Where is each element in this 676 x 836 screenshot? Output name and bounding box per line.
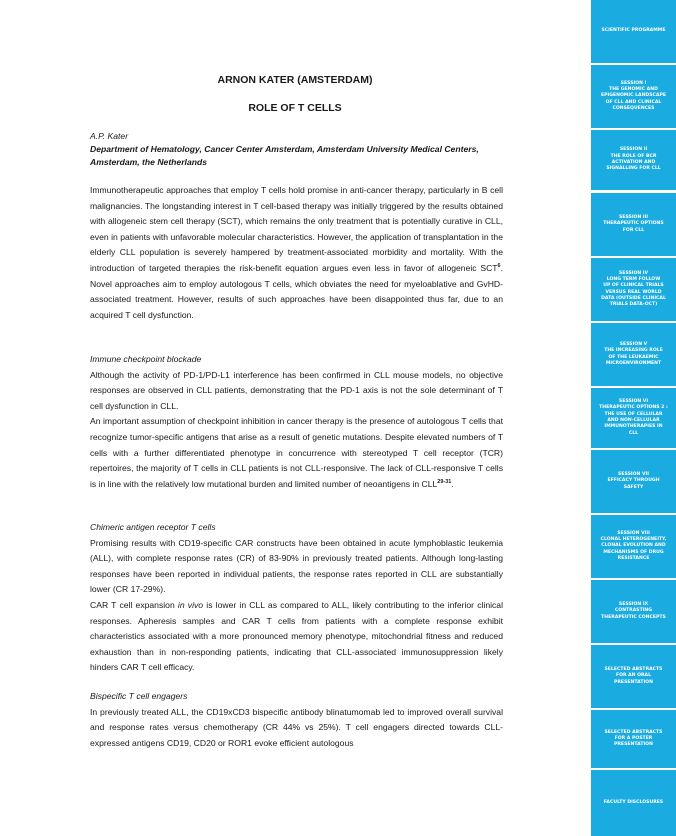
nav-label-line: THE GENOMIC AND <box>609 87 658 93</box>
nav-selected-abstracts-poster[interactable] <box>591 710 676 768</box>
reference-6: 6 <box>497 263 501 270</box>
nav-label-line: DATA (OUTSIDE CLINICAL <box>601 295 666 301</box>
nav-selected-abstracts-oral[interactable] <box>591 645 676 708</box>
nav-session-5[interactable] <box>591 323 676 386</box>
page-title: ARNON KATER (AMSTERDAM) <box>217 74 373 86</box>
nav-label-line: VERSUS REAL WORLD <box>605 289 662 295</box>
car-section <box>90 520 503 676</box>
nav-label-line: FACULTY DISCLOSURES <box>603 799 664 805</box>
section-heading: Bispecific T cell engagers <box>90 691 188 701</box>
nav-label-line: CONTRASTING <box>614 608 653 614</box>
nav-label <box>603 215 663 234</box>
nav-label-line: MECHANISMS OF DRUG <box>603 549 664 555</box>
nav-label-line: AND NON-CELLULAR <box>607 418 660 423</box>
nav-label <box>602 28 666 34</box>
checkpoint-paragraph-1: Although the activity of PD-1/PD-L1 interference has been confirmed in CLL mouse models, no objective responses are observed in CLL patients, demonstrating that the PD-1 axis is not the sole determinant of T cell dysfunction in CLL. <box>90 369 503 411</box>
checkpoint-paragraph-2 <box>90 414 503 492</box>
nav-label-line: SESSION II <box>619 147 648 153</box>
nav-session-1[interactable] <box>591 65 676 128</box>
nav-label-line: THERAPEUTIC CONCEPTS <box>601 614 666 620</box>
nav-label <box>601 602 666 621</box>
nav-label-line: LONG TERM FOLLOW <box>606 276 661 282</box>
nav-label-line: RESISTANCE <box>617 555 650 561</box>
author-name: A.P. Kater <box>90 131 129 141</box>
checkpoint-section <box>90 352 503 492</box>
reference-29-31: 29-31 <box>437 478 452 485</box>
car-p2-text-a: CAR T cell expansion <box>90 599 178 610</box>
nav-label-line: SESSION VIII <box>617 530 650 536</box>
nav-label <box>605 667 663 686</box>
nav-label-line: FOR AN ORAL <box>615 673 652 679</box>
nav-label <box>605 730 663 749</box>
car-p2-text-b: is lower in CLL as compared to ALL, likely contributing to the inferior clinical responses. Apheresis samples and CAR T cells from patients with a complete response exhibit characteristics associated with a more pronounced memory phenotype, mitochondrial fitness and reduced exhaustion than in non-responding patients, indicating that CLL-associated immunosuppression likely hinders CAR T cell efficacy. <box>90 599 503 673</box>
nav-session-4[interactable] <box>591 258 676 321</box>
nav-label <box>601 81 666 112</box>
intro-text: Immunotherapeutic approaches that employ T cells hold promise in anti-cancer therapy, particularly in B cell malignancies. The longstanding interest in T cell-based therapy was initially triggered by the results obtained with allogeneic stem cell therapy (SCT), which remains the only treatment that is potentially curative in CLL, even in patients with unfavorable molecular characteristics. However, the application of transplantation in the elderly CLL population is severely hampered by treatment-associated morbidity and mortality. With the introduction of targeted therapies the risk-benefit equation argues even less in favor of allogeneic SCT <box>90 185 503 273</box>
car-paragraph-2 <box>90 598 503 676</box>
car-paragraph-1: Promising results with CD19-specific CAR constructs have been obtained in acute lymphoblastic leukemia (ALL), with complete response rates (CR) of 83-90% in previously treated patients. Although long-lasting responses have been reported in individual patients, the response rates reported in CLL are substantially lower (CR 17-29%). <box>90 537 503 595</box>
nav-label-line: SESSION IV <box>618 270 649 276</box>
nav-label-line: TRIALS DATA-OCT) <box>609 302 658 308</box>
nav-label-line: SESSION V <box>619 341 648 347</box>
nav-label-line: SCIENTIFIC PROGRAMME <box>601 28 666 34</box>
nav-label-line: SESSION IX <box>618 602 649 608</box>
nav-session-6[interactable] <box>591 388 676 448</box>
author-affiliation-2: Amsterdam, the Netherlands <box>90 157 208 167</box>
nav-label-line: SELECTED ABSTRACTS <box>604 667 663 673</box>
nav-session-8[interactable] <box>591 515 676 578</box>
nav-label-line: SAFETY <box>623 484 644 490</box>
page-subtitle: ROLE OF T CELLS <box>248 102 342 114</box>
intro-text-end: . Novel approaches aim to employ autologous T cells, which obviates the need for myeloablative and GvHD-associated treatment. However, results of such approaches have been disappointed thus far, due to an acquired T cell dysfunction. <box>90 262 503 320</box>
nav-label-line: EFFICACY THROUGH <box>607 478 660 484</box>
checkpoint-p2-text: An important assumption of checkpoint inhibition in cancer therapy is the presence of autologous T cells that recognize tumor-specific antigens that arise as a result of genetic mutations. Despite elevated numbers of T cells with a further differentiated phenotype in concurrence with stereotyped T cell receptor (TCR) repertoires, the majority of T cells in CLL patients is not CLL-responsive. The lack of CLL-responsive T cells is in line with the relatively low mutational burden and limited number of neoantigens in CLL <box>90 416 503 489</box>
bispecific-section <box>90 689 503 751</box>
nav-session-7[interactable] <box>591 450 676 513</box>
car-p2-italic: in vivo <box>177 599 204 610</box>
nav-label-line: FOR CLL <box>622 227 645 233</box>
intro-section <box>90 183 503 323</box>
nav-label-line: MICROENVIRONMENT <box>605 360 662 366</box>
nav-label-line: SESSION I <box>620 80 647 86</box>
nav-scientific-programme[interactable] <box>591 0 676 63</box>
nav-label-line: SIGNALLING FOR CLL <box>606 166 661 172</box>
nav-label-line: CONSEQUENCES <box>612 105 655 111</box>
intro-paragraph <box>90 183 503 323</box>
section-heading: Chimeric antigen receptor T cells <box>90 522 216 532</box>
nav-session-3[interactable] <box>591 193 676 256</box>
author-block <box>90 130 510 169</box>
nav-label-line: UP OF CLINICAL TRIALS <box>603 283 664 289</box>
bispecific-paragraph-1: In previously treated ALL, the CD19xCD3 bispecific antibody blinatumomab led to improved overall survival and response rates versus chemotherapy (CR 44% vs 25%). T cell engagers directed towards CLL-expressed antigens CD19, CD20 or ROR1 evoke efficient autologous <box>90 706 503 748</box>
nav-label-line: THERAPEUTIC OPTIONS <box>603 221 664 227</box>
nav-label-line: SESSION VII <box>618 472 649 478</box>
nav-label-line: CLL <box>628 430 639 436</box>
nav-label <box>601 531 667 562</box>
sidebar-nav <box>591 0 676 836</box>
nav-label-line: SELECTED ABSTRACTS <box>604 729 663 735</box>
nav-label-line: PRESENTATION <box>614 742 653 748</box>
nav-label-line: OF CLL AND CLINICAL <box>605 99 662 105</box>
nav-label-line: SESSION VI <box>618 399 649 405</box>
nav-label-line: THERAPEUTIC OPTIONS 2 : <box>599 405 668 411</box>
nav-label-line: EPIGENOMIC LANDSCAPE <box>600 93 666 99</box>
section-heading: Immune checkpoint blockade <box>90 354 202 364</box>
nav-session-9[interactable] <box>591 580 676 643</box>
nav-label-line: CLONAL HETEROGENEITY, <box>600 537 667 543</box>
nav-label-line: CLONAL EVOLUTION AND <box>601 543 666 549</box>
nav-label <box>604 342 663 367</box>
nav-label-line: PRESENTATION <box>614 679 653 685</box>
checkpoint-p2-end: . <box>451 478 454 489</box>
nav-label-line: FOR A POSTER <box>614 735 653 741</box>
nav-label-line: ACTIVATION AND <box>611 160 656 165</box>
nav-session-2[interactable] <box>591 130 676 190</box>
nav-label-line: IMMUNOTHERAPIES IN <box>604 424 663 430</box>
nav-label-line: OF THE LEUKAEMIC <box>608 354 659 360</box>
nav-label <box>599 399 668 437</box>
nav-faculty-disclosures[interactable] <box>591 770 676 836</box>
nav-label-line: SESSION III <box>618 215 649 221</box>
nav-label <box>606 147 660 172</box>
nav-label-line: THE INCREASING ROLE <box>604 348 663 354</box>
nav-label <box>607 472 659 491</box>
nav-label <box>601 271 666 309</box>
author-affiliation-1: Department of Hematology, Cancer Center Amsterdam, Amsterdam University Medical Centers, <box>90 144 479 154</box>
nav-label-line: THE USE OF CELLULAR <box>604 411 663 417</box>
nav-label <box>604 800 663 806</box>
nav-label-line: THE ROLE OF BCR <box>610 153 657 159</box>
